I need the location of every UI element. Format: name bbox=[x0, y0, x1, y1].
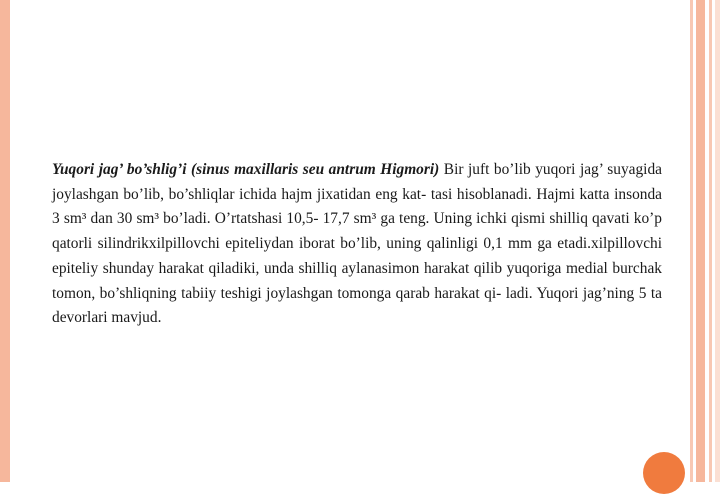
body-paragraph bbox=[52, 158, 662, 331]
right-decorative-stripes bbox=[684, 0, 720, 482]
stripe bbox=[715, 0, 720, 482]
stripe bbox=[690, 0, 693, 482]
stripe bbox=[709, 0, 712, 482]
paragraph-lead-title: Yuqori jag’ bo’shlig’i (sinus maxillaris seu antrum Higmori) bbox=[52, 161, 440, 178]
decorative-circle bbox=[643, 452, 685, 494]
stripe bbox=[696, 0, 705, 482]
left-accent-bar bbox=[0, 0, 10, 482]
paragraph-body: Bir juft bo’lib yuqori jag’ suyagida joylashgan bo’lib, bo’shliqlar ichida hajm jixatidan eng kat- tasi hisoblanadi. Hajmi katta insonda 3 sm³ dan 30 sm³ bo’ladi. O’rtatshasi 10,5- 17,7 sm³ ga teng. Uning ichki qismi shilliq qavati ko’p qatorli silindrikxilpillovchi epiteliydan iborat bo’lib, uning qalinligi 0,1 mm ga etadi.xilpillovchi epiteliy shunday harakat qiladiki, unda shilliq aylanasimon harakat qilib yuqoriga medial burchak tomon, bo’shliqning tabiiy teshigi joylashgan tomonga qarab harakat qi- ladi. Yuqori jag’ning 5 ta devorlari mavjud. bbox=[52, 161, 662, 327]
